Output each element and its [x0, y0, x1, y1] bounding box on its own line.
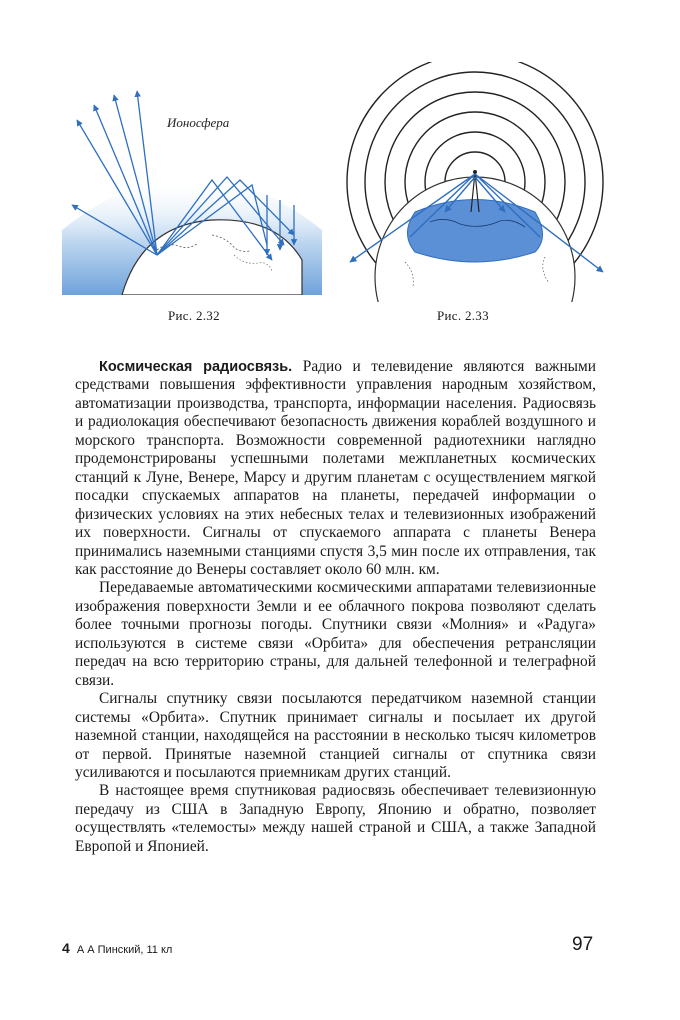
ionosphere-label: Ионосфера	[167, 115, 230, 130]
signature-number: 4	[62, 940, 70, 956]
paragraph-1	[75, 358, 596, 579]
paragraph-3: Сигналы спутнику связи посылаются передатчиком наземной станции системы «Орбита». Спутник принимает сигналы и посылает их другой наземной станции, находящейся на расстоянии в несколько тысяч километров от первой. Принятые наземной станцией сигналы от спутника связи усиливаются и посылаются приемникам других станций.	[75, 690, 596, 781]
body-text	[75, 358, 596, 856]
coverage-zone	[408, 200, 543, 263]
figure-satellite-waves	[345, 62, 610, 302]
section-heading: Космическая радиосвязь.	[99, 359, 293, 375]
signature-text: А А Пинский, 11 кл	[76, 944, 173, 956]
figure-caption-2: Рис. 2.33	[437, 308, 489, 323]
printer-signature	[62, 940, 172, 956]
page-number: 97	[572, 934, 594, 955]
paragraph-4: В настоящее время спутниковая радиосвязь обеспечивает телевизионную передачу из США в Западную Европу, Японию и обратно, позволяет осуществлять «телемосты» между нашей страной и США, а также Западной Европой и Японией.	[75, 782, 596, 855]
figure-ionosphere	[62, 85, 332, 295]
paragraph-2: Передаваемые автоматическими космическими аппаратами телевизионные изображения поверхности Земли и ее облачного покрова позволяют сделать более точными прогнозы погоды. Спутники связи «Молния» и «Радуга» используются в системе связи «Орбита» для обеспечения ретрансляции передач на всю территорию страны, для дальней телефонной и телеграфной связи.	[75, 579, 596, 689]
paragraph-text: Радио и телевидение являются важными средствами повышения эффективности управления народным хозяйством, автоматизации производства, транспорта, информации населения. Радиосвязь и радиолокация обеспечивают безопасность движения кораблей воздушного и морского транспорта. Возможности современной радиотехники наглядно продемонстрированы успешными полетами межпланетных космических станций к Луне, Венере, Марсу и другим планетам с осуществлением мягкой посадки спускаемых аппаратов на планеты, передачей информации о физических условиях на этих небесных телах и телевизионных изображений их поверхности. Сигналы от спускаемого аппарата с планеты Венера принимались наземными станциями спустя 3,5 мин после их отправления, так как расстояние до Венеры составляет около 60 млн. км.	[75, 358, 596, 578]
figure-caption-1: Рис. 2.32	[168, 308, 220, 323]
